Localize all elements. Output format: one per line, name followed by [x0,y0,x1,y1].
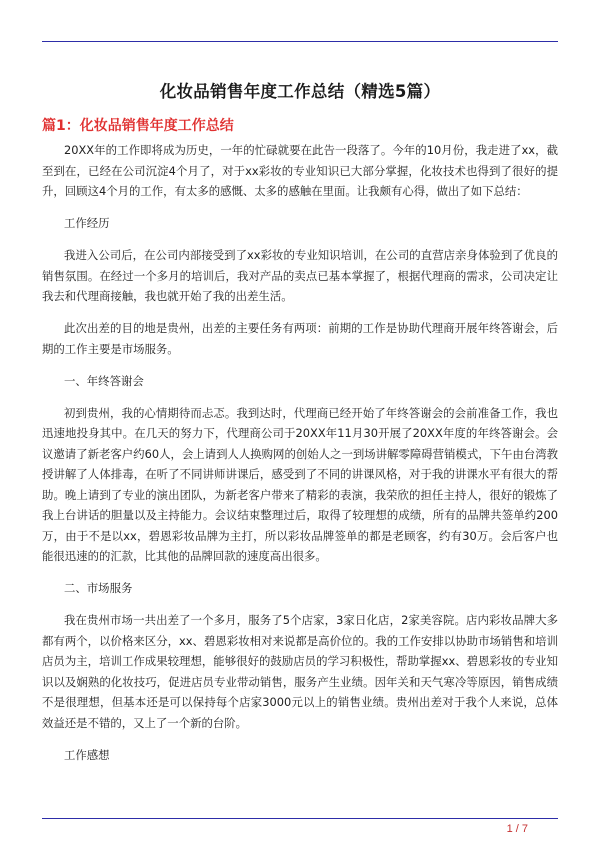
page-number: 1 / 7 [506,823,528,835]
heading-work-experience: 工作经历 [64,216,110,230]
paragraph-intro: 20XX年的工作即将成为历史，一年的忙碌就要在此告一段落了。今年的10月份，我走进了xx，截至到在，已经在公司沉淀4个月了，对于xx彩妆的专业知识已大部分掌握，化妆技术也得到了很好的提升，回顾这4个月的工作，有太多的感慨、太多的感触在里面。让我颇有心得，做出了如下总结： [42,143,558,198]
paragraph-training: 我进入公司后，在公司内部接受到了xx彩妆的专业知识培训，在公司的直营店亲身体验到了优良的销售氛围。在经过一个多月的培训后，我对产品的卖点已基本掌握了，根据代理商的需求，公司决定让我去和代理商接触，我也就开始了我的出差生活。 [42,248,558,303]
document-title: 化妆品销售年度工作总结（精选5篇） [159,82,441,101]
footer-rule [42,818,558,819]
header-rule [42,41,558,42]
paragraph-year-end-meeting: 初到贵州，我的心情期待而忐忑。我到达时，代理商已经开始了年终答谢会的会前准备工作，我也迅速地投身其中。在几天的努力下，代理商公司于20XX年11月30开展了20XX年度的年终答谢会。会议邀请了新老客户约60人，会上请到人人换购网的创始人之一到场讲解零障碍营销模式，下午由台湾教授讲解了人体排毒，在听了不同讲师讲课后，感受到了不同的讲课风格，对于我的讲课水平有很大的帮助。晚上请到了专业的演出团队，为新老客户带来了精彩的表演，我荣欣的担任主持人，很好的锻炼了我上台讲话的胆量以及主持能力。会议结束整理过后，取得了较理想的成绩，所有的品牌共签单约200万，由于不是以xx，碧恩彩妆品牌为主打，所以彩妆品牌签单的都是老顾客，约有30万。会后客户也能很迅速的的汇款，比其他的品牌回款的速度高出很多。 [42,405,558,563]
document-body [42,140,558,765]
heading-market-service: 二、市场服务 [64,581,133,595]
heading-year-end-meeting: 一、年终答谢会 [64,373,144,388]
heading-work-reflection: 工作感想 [64,747,110,762]
paragraph-market-service: 我在贵州市场一共出差了一个多月，服务了5个店家，3家日化店，2家美容院。店内彩妆品牌大多都有两个，以价格来区分，xx、碧恩彩妆相对来说都是高价位的。我的工作安排以协助市场销售和培训店员为主，培训工作成果较理想，能够很好的鼓励店员的学习积极性，帮助掌握xx、碧恩彩妆的专业知识以及娴熟的化妆技巧，促进店员专业带动销售，服务产生业绩。因年关和天气寒冷等原因，销售成绩不是很理想，但基本还是可以保持每个店家3000元以上的销售业绩。贵州出差对于我个人来说，总体效益还是不错的，又上了一个新的台阶。 [42,613,558,730]
section-title: 篇1：化妆品销售年度工作总结 [42,118,234,134]
paragraph-business-trip: 此次出差的目的地是贵州，出差的主要任务有两项：前期的工作是协助代理商开展年终答谢会，后期的工作主要是市场服务。 [42,321,558,356]
